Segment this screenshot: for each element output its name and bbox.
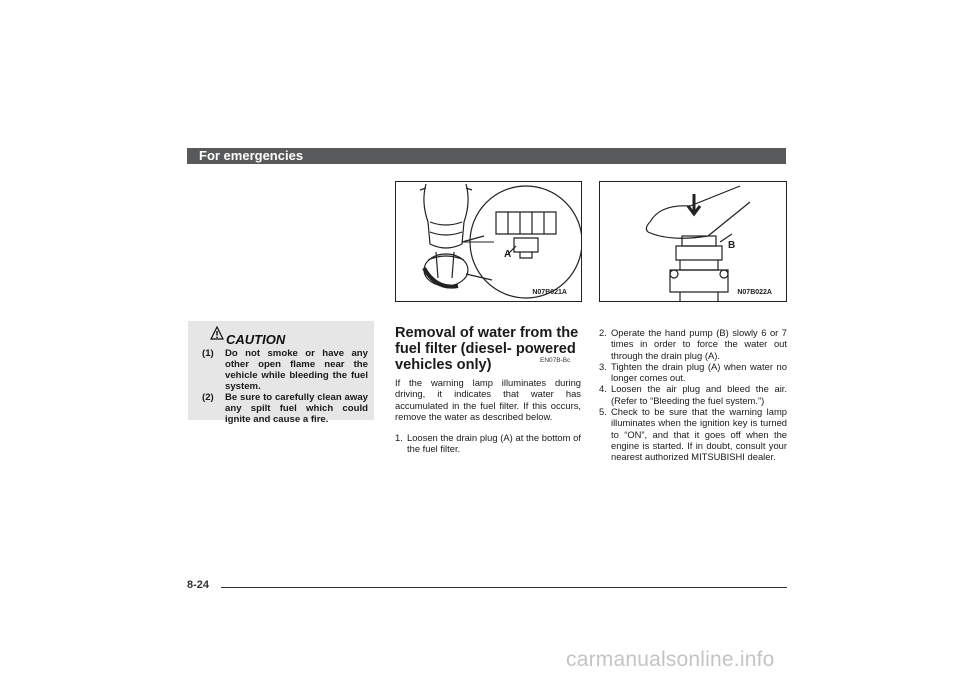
step-list-right — [599, 327, 787, 463]
caution-heading: CAUTION — [226, 332, 286, 347]
caution-item — [202, 392, 368, 425]
section-code: EN07B-Bc — [540, 357, 571, 364]
step-text: Check to be sure that the warning lamp illuminates when the ignition key is turned to “ON”, and that it goes off when the engine is started. If in doubt, consult your nearest authorized MITSUBISHI dealer. — [611, 406, 787, 463]
hand-pump-illustration — [600, 182, 787, 302]
figure-code: N07B021A — [532, 289, 567, 296]
watermark: carmanualsonline.info — [566, 648, 775, 671]
step-number: 2. — [599, 327, 607, 338]
step-number: 5. — [599, 406, 607, 418]
step-text: Loosen the air plug and bleed the air. (Refer to “Bleeding the fuel system.”) — [611, 383, 787, 406]
figure-label-hand-pump: B — [728, 240, 736, 251]
caution-item-text: Do not smoke or have any other open flame near the vehicle while bleeding the fuel system. — [225, 348, 368, 392]
section-header-bar — [187, 148, 786, 164]
caution-item-text: Be sure to carefully clean away any spilt fuel which could ignite and cause a fire. — [225, 392, 368, 425]
step-item — [395, 432, 581, 455]
figure-code: N07B022A — [737, 289, 772, 296]
page-number: 8-24 — [187, 579, 210, 591]
caution-item-number: (2) — [202, 392, 214, 403]
step-item — [599, 383, 787, 406]
figure-hand-pump — [599, 181, 787, 302]
step-list-left — [395, 432, 581, 455]
section-title: Removal of water from the fuel filter (diesel- powered vehicles only) — [395, 325, 579, 373]
figure-drain-plug — [395, 181, 582, 302]
caution-item — [202, 348, 368, 392]
step-number: 4. — [599, 383, 607, 395]
caution-box — [188, 321, 374, 425]
drain-plug-illustration — [396, 182, 582, 302]
intro-paragraph: If the warning lamp illuminates during driving, it indicates that water has accumulated in the fuel filter. If this occurs, remove the water as described below. — [395, 377, 581, 422]
step-text: Tighten the drain plug (A) when water no longer comes out. — [611, 360, 787, 384]
caution-item-number: (1) — [202, 348, 214, 359]
warning-triangle-icon — [210, 326, 224, 340]
step-item — [599, 327, 787, 361]
step-item — [599, 361, 787, 384]
footer-rule — [221, 587, 787, 588]
step-number: 1. — [395, 432, 403, 443]
step-text: Operate the hand pump (B) slowly 6 or 7 times in order to force the water out through the drain plug (A). — [611, 327, 787, 361]
step-number: 3. — [599, 360, 607, 372]
step-text: Loosen the drain plug (A) at the bottom of the fuel filter. — [407, 432, 581, 455]
figure-label-drain-plug: A — [504, 249, 512, 260]
section-header-title: For emergencies — [199, 148, 304, 163]
step-item — [599, 406, 787, 462]
caution-list — [202, 348, 368, 425]
